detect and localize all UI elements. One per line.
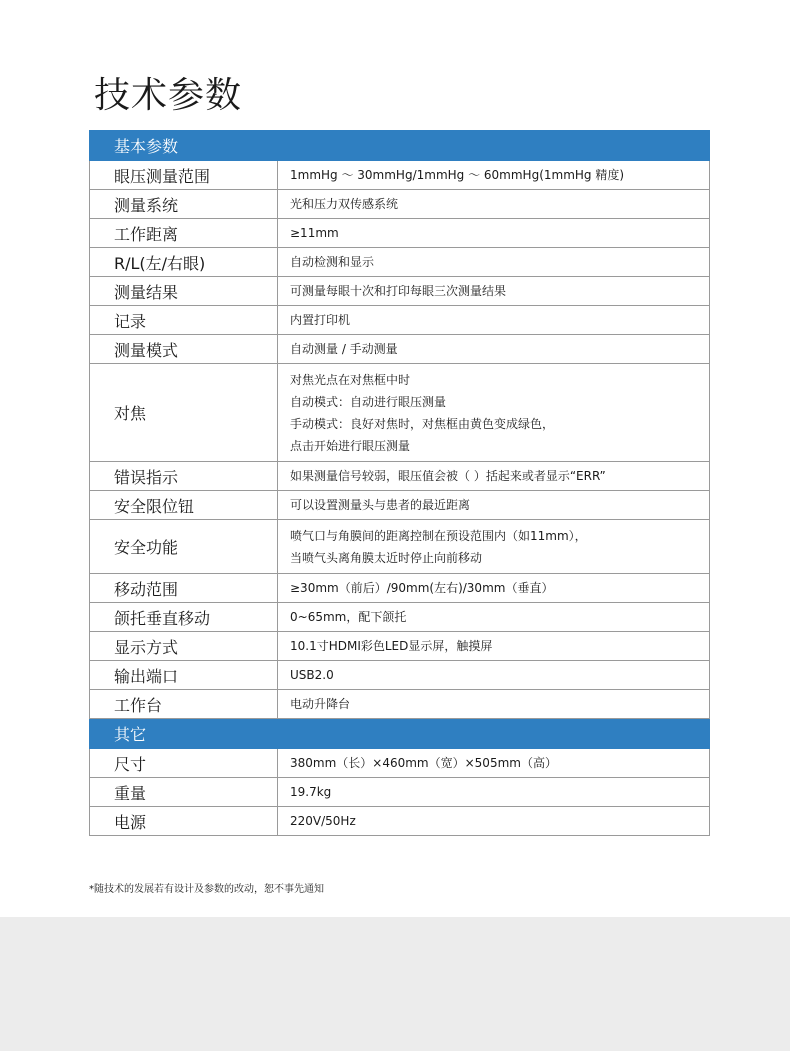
- spec-row-movement-range: [90, 574, 710, 603]
- spec-label: 测量结果: [90, 277, 278, 306]
- spec-value: 自动测量 / 手动测量: [278, 335, 710, 364]
- section-title: 其它: [90, 719, 710, 749]
- spec-row-working-distance: [90, 219, 710, 248]
- spec-label: 工作台: [90, 690, 278, 719]
- spec-value: 喷气口与角膜间的距离控制在预设范围内（如11mm）， 当喷气头离角膜太近时停止向前移动: [278, 520, 710, 574]
- spec-row-eye-detection: [90, 248, 710, 277]
- spec-row-power: [90, 807, 710, 836]
- spec-value: ≥11mm: [278, 219, 710, 248]
- spec-row-error-indicator: [90, 462, 710, 491]
- spec-label: 尺寸: [90, 749, 278, 778]
- spec-value: 0~65mm，配下颌托: [278, 603, 710, 632]
- page-title: 技术参数: [94, 75, 243, 116]
- spec-value: 220V/50Hz: [278, 807, 710, 836]
- spec-row-safety-limit: [90, 491, 710, 520]
- spec-label: 移动范围: [90, 574, 278, 603]
- spec-value: 19.7kg: [278, 778, 710, 807]
- spec-value: 对焦光点在对焦框中时 自动模式：自动进行眼压测量 手动模式：良好对焦时，对焦框由黄色变成绿色， 点击开始进行眼压测量: [278, 364, 710, 462]
- spec-value: 可测量每眼十次和打印每眼三次测量结果: [278, 277, 710, 306]
- spec-row-workstation: [90, 690, 710, 719]
- spec-value: 10.1寸HDMI彩色LED显示屏，触摸屏: [278, 632, 710, 661]
- spec-label: 对焦: [90, 364, 278, 462]
- spec-row-measurement-system: [90, 190, 710, 219]
- spec-label: 工作距离: [90, 219, 278, 248]
- spec-row-weight: [90, 778, 710, 807]
- spec-label: 输出端口: [90, 661, 278, 690]
- spec-label: 颌托垂直移动: [90, 603, 278, 632]
- spec-label: 记录: [90, 306, 278, 335]
- section-title: 基本参数: [90, 131, 710, 161]
- section-header-other: [90, 719, 710, 749]
- spec-row-chinrest: [90, 603, 710, 632]
- spec-row-display: [90, 632, 710, 661]
- spec-row-measure-mode: [90, 335, 710, 364]
- spec-label: 测量模式: [90, 335, 278, 364]
- spec-row-focus: [90, 364, 710, 462]
- spec-row-record: [90, 306, 710, 335]
- spec-row-output-port: [90, 661, 710, 690]
- footnote: *随技术的发展若有设计及参数的改动，恕不事先通知: [89, 884, 324, 895]
- spec-label: 电源: [90, 807, 278, 836]
- spec-label: 错误指示: [90, 462, 278, 491]
- spec-value: 电动升降台: [278, 690, 710, 719]
- spec-value: 如果测量信号较弱，眼压值会被（ ）括起来或者显示“ERR”: [278, 462, 710, 491]
- spec-label: 重量: [90, 778, 278, 807]
- spec-value: 380mm（长）×460mm（宽）×505mm（高）: [278, 749, 710, 778]
- spec-value: 光和压力双传感系统: [278, 190, 710, 219]
- spec-table: [89, 130, 710, 836]
- spec-label: 测量系统: [90, 190, 278, 219]
- spec-row-iop-range: [90, 161, 710, 190]
- spec-row-safety-function: [90, 520, 710, 574]
- spec-row-results: [90, 277, 710, 306]
- spec-value: 自动检测和显示: [278, 248, 710, 277]
- section-header-basic: [90, 131, 710, 161]
- spec-value: 可以设置测量头与患者的最近距离: [278, 491, 710, 520]
- spec-value: ≥30mm（前后）/90mm(左右)/30mm（垂直）: [278, 574, 710, 603]
- spec-label: 显示方式: [90, 632, 278, 661]
- spec-label: 安全限位钮: [90, 491, 278, 520]
- spec-label: 安全功能: [90, 520, 278, 574]
- spec-value: 内置打印机: [278, 306, 710, 335]
- spec-label: 眼压测量范围: [90, 161, 278, 190]
- spec-label: R/L(左/右眼): [90, 248, 278, 277]
- spec-value: 1mmHg ～ 30mmHg/1mmHg ～ 60mmHg(1mmHg 精度): [278, 161, 710, 190]
- spec-value: USB2.0: [278, 661, 710, 690]
- bottom-band: [0, 917, 790, 1051]
- spec-row-dimensions: [90, 749, 710, 778]
